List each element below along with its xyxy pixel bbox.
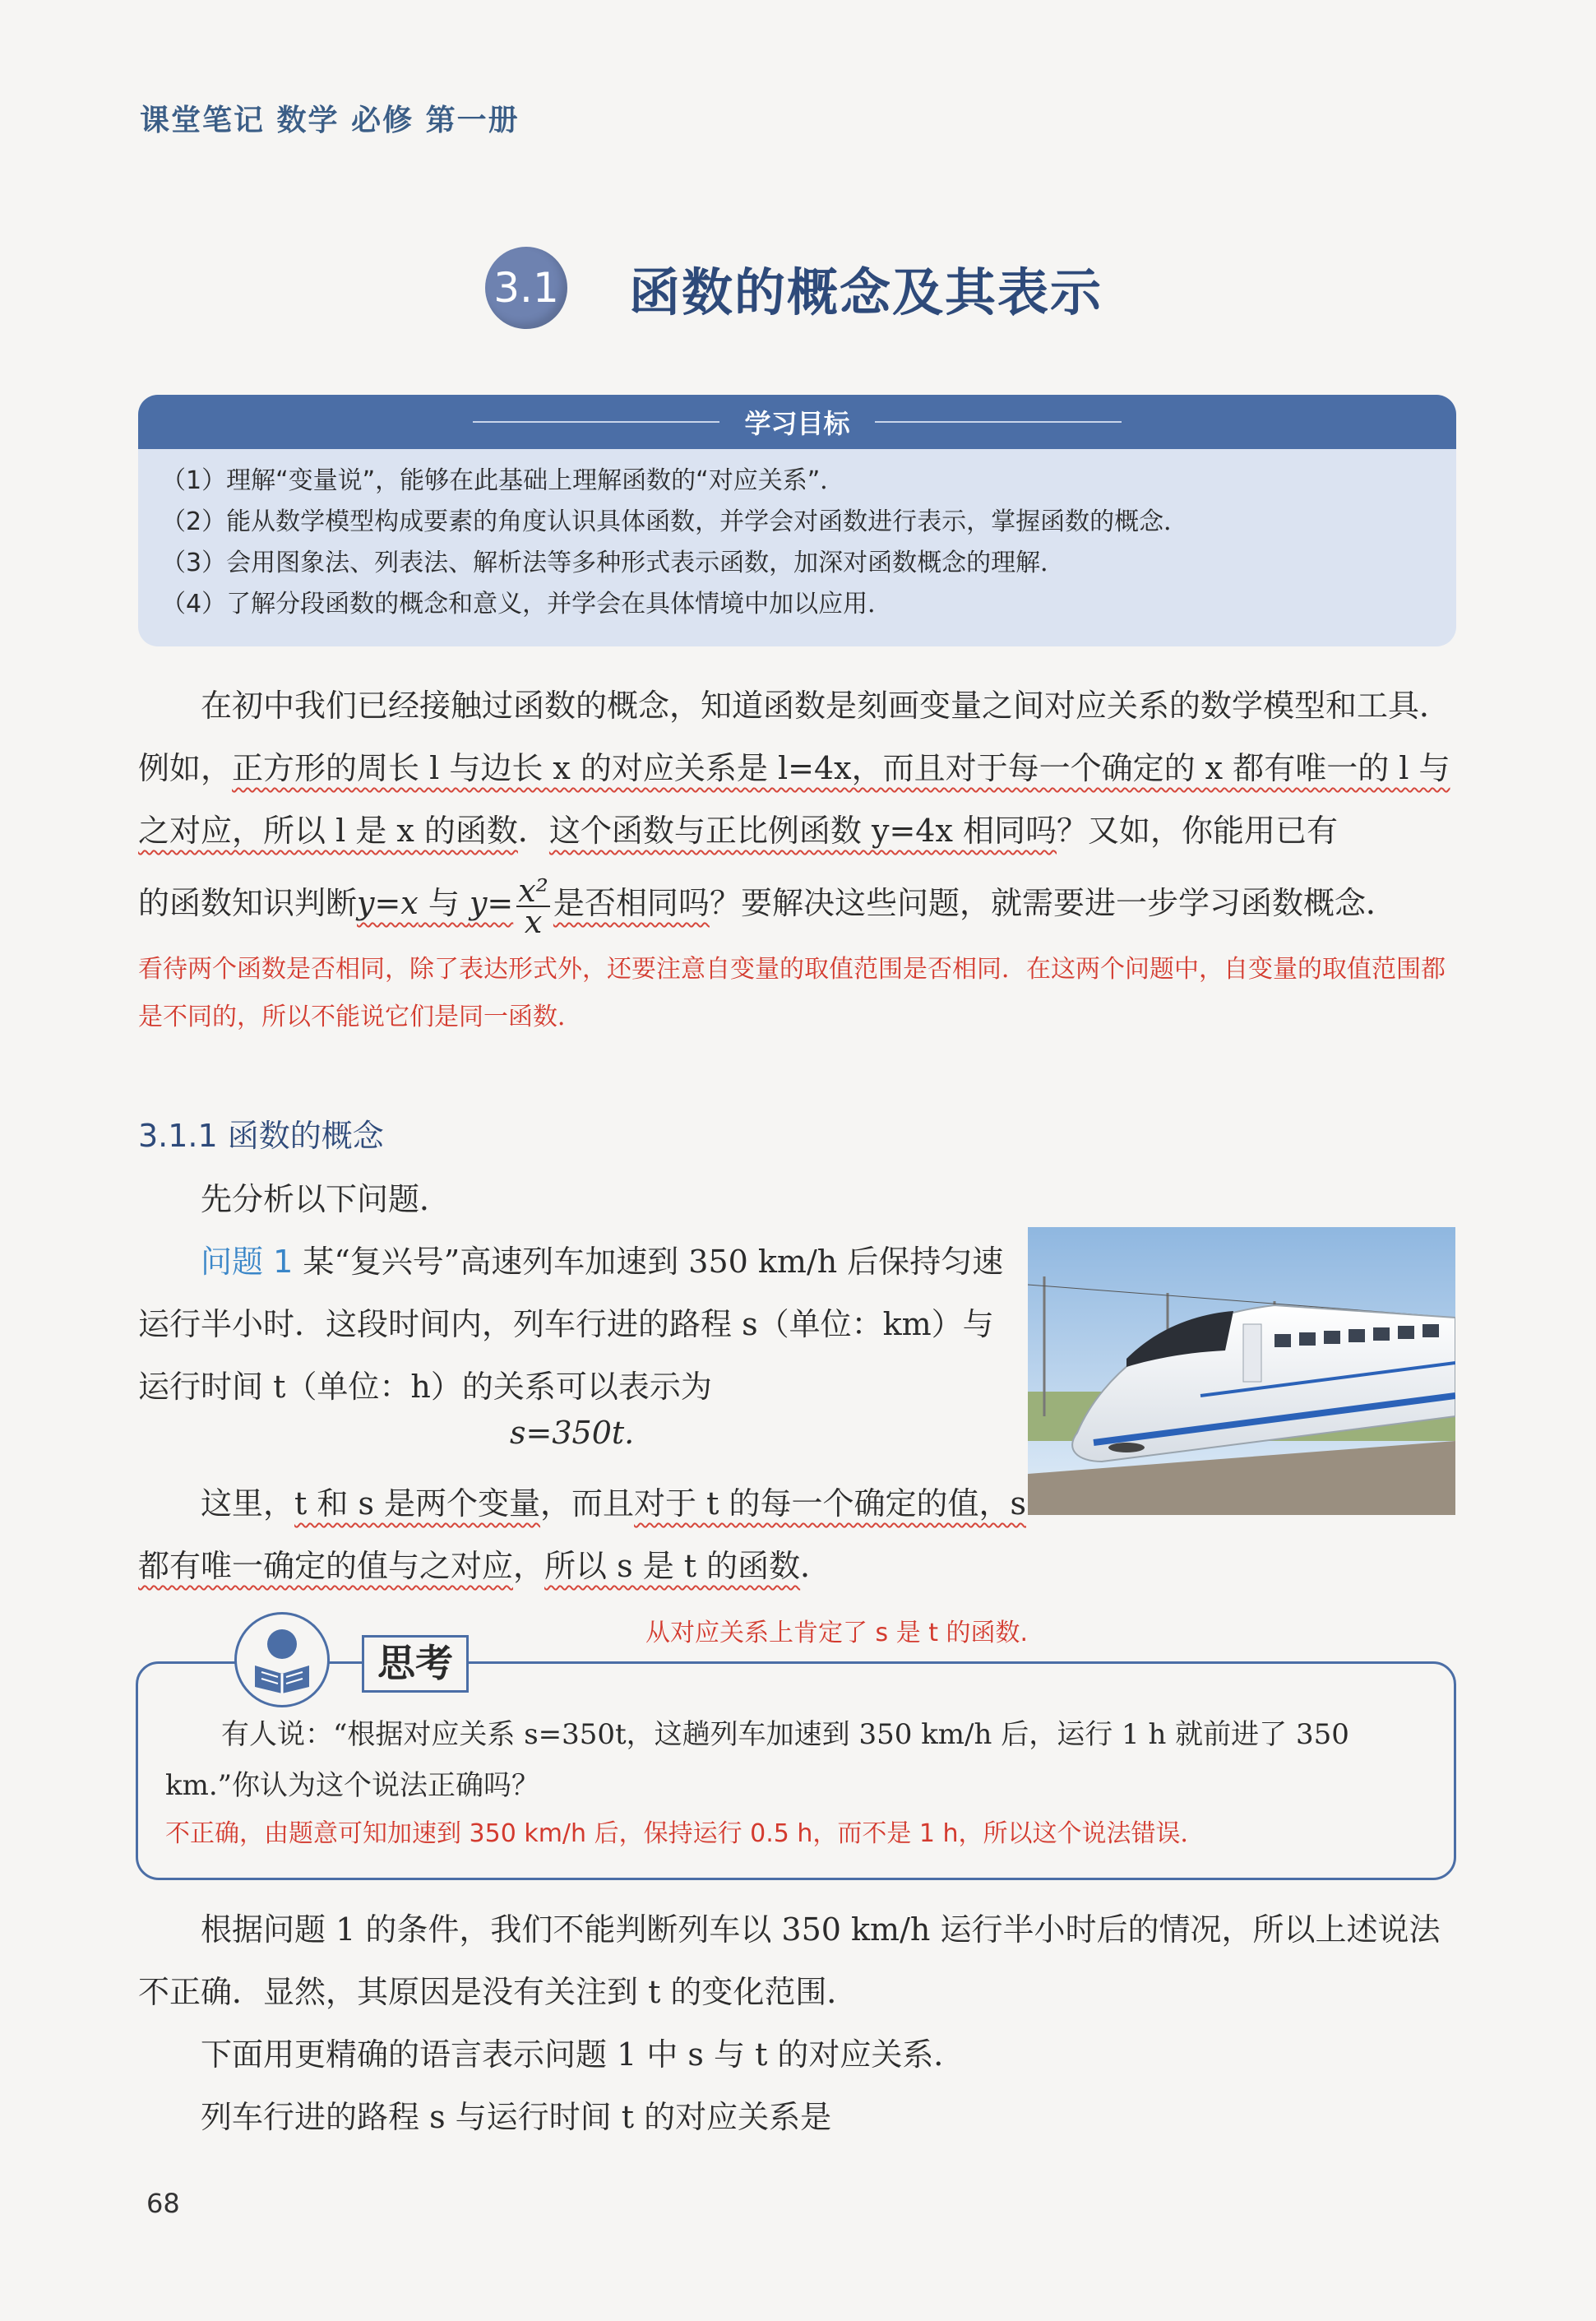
- problem-1-paragraph: [138, 1230, 1010, 1418]
- conjunction: 与: [418, 885, 470, 921]
- handwritten-note: 看待两个函数是否相同，除了表达形式外，还要注意自变量的取值范围是否相同．在这两个问题中，自变量的取值范围都是不同的，所以不能说它们是同一函数．: [138, 955, 1446, 1031]
- intro-text: ．: [517, 813, 549, 849]
- problem-label: 问题 1: [201, 1244, 294, 1280]
- goal-item: （1）理解“变量说”，能够在此基础上理解函数的“对应关系”．: [161, 466, 845, 495]
- train-illustration: [1028, 1227, 1455, 1515]
- intro-text: ？又如，你能用已有: [1057, 813, 1339, 849]
- explanation-text: 这里，: [201, 1485, 295, 1522]
- subsection-title: 3.1.1 函数的概念: [138, 1118, 384, 1154]
- after-paragraph-1: 根据问题 1 的条件，我们不能判断列车以 350 km/h 运行半小时后的情况，所以上述说法不正确．显然，其原因是没有关注到 t 的变化范围．: [138, 1911, 1441, 2010]
- running-head: 课堂笔记 数学 必修 第一册: [140, 104, 520, 137]
- annotated-text: 这个函数与正比例函数 y=4x 相同吗: [548, 813, 1057, 849]
- problem-text: 某“复兴号”高速列车加速到 350 km/h 后保持匀速运行半小时．这段时间内，列车行进的路程 s（单位：km）与运行时间 t（单位：h）的关系可以表示为: [138, 1244, 1004, 1405]
- learning-goals-list: [138, 449, 1456, 625]
- section-number-badge: 3.1: [485, 247, 567, 329]
- goal-item: （3）会用图象法、列表法、解析法等多种形式表示函数，加深对函数概念的理解．: [161, 549, 1066, 577]
- handwritten-note: 从对应关系上肯定了 s 是 t 的函数.: [645, 1619, 1029, 1647]
- fraction-numerator: x²: [518, 872, 548, 909]
- think-content: [165, 1709, 1432, 1857]
- intro-text: 在初中我们已经接触过函数的概念，知道函数是刻画变量之间对应关系的数学模型和工具．例如，: [138, 688, 1451, 786]
- intro-paragraph: [138, 674, 1454, 862]
- annotated-text: [357, 872, 710, 940]
- annotated-text: 对于 t 的每一个确定的值，s 都有唯一确定的值与之对应: [138, 1485, 1026, 1584]
- think-answer-note: 不正确，由题意可知加速到 350 km/h 后，保持运行 0.5 h，而不是 1 h，所以这个说法错误．: [165, 1819, 1205, 1848]
- page-number: 68: [146, 2188, 180, 2219]
- reading-person-icon: [234, 1612, 330, 1707]
- explanation-text: ．: [800, 1548, 832, 1584]
- learning-goals-title: 学习目标: [744, 408, 850, 439]
- annotated-text: 所以 s 是 t 的函数: [544, 1548, 801, 1584]
- formula: s=350t.: [510, 1415, 635, 1451]
- learning-goals-header: [138, 395, 1456, 449]
- intro-text: ？要解决这些问题，就需要进一步学习函数概念．: [709, 885, 1397, 921]
- section-title-text: 函数的概念及其表示: [629, 262, 1103, 322]
- reader-icon-graphic: [237, 1615, 327, 1705]
- annotated-text: t 和 s 是两个变量: [294, 1485, 541, 1522]
- after-paragraph-2: 下面用更精确的语言表示问题 1 中 s 与 t 的对应关系．: [201, 2036, 965, 2073]
- divider: [875, 421, 1122, 423]
- think-section: [136, 1612, 1458, 1883]
- divider: [473, 421, 719, 423]
- goal-item: （2）能从数学模型构成要素的角度认识具体函数，并学会对函数进行表示，掌握函数的概念．: [161, 507, 1189, 536]
- section-title: [485, 247, 1103, 329]
- intro-text: 的函数知识判断: [138, 885, 358, 921]
- explanation-text: ，: [513, 1548, 545, 1584]
- train-photo: [1028, 1227, 1455, 1515]
- function-y-equals-x: y=x: [357, 885, 419, 921]
- fraction-denominator: x: [524, 903, 543, 940]
- annotated-text: 正方形的周长 l 与边长 x 的对应关系是 l=4x，而且对于每一个确定的 x 都有唯一的 l 与之对应，所以 l 是 x 的函数: [138, 750, 1450, 849]
- learning-goals-box: [138, 395, 1456, 646]
- after-paragraph-3: 列车行进的路程 s 与运行时间 t 的对应关系是: [201, 2099, 832, 2135]
- goal-item: （4）了解分段函数的概念和意义，并学会在具体情境中加以应用．: [161, 590, 893, 618]
- function-lhs: y=: [469, 885, 514, 921]
- intro-paragraph-2: [138, 872, 1454, 940]
- problem-lead: 先分析以下问题．: [201, 1181, 451, 1217]
- think-question: 有人说：“根据对应关系 s=350t，这趟列车加速到 350 km/h 后，运行 1 h 就前进了 350 km.”你认为这个说法正确吗？: [165, 1718, 1349, 1802]
- think-label: 思考: [362, 1635, 469, 1693]
- fraction: [516, 872, 550, 940]
- explanation-text: ，而且: [540, 1485, 635, 1522]
- annotated-question: 是否相同吗: [553, 885, 710, 921]
- problem-explanation: [138, 1472, 1026, 1597]
